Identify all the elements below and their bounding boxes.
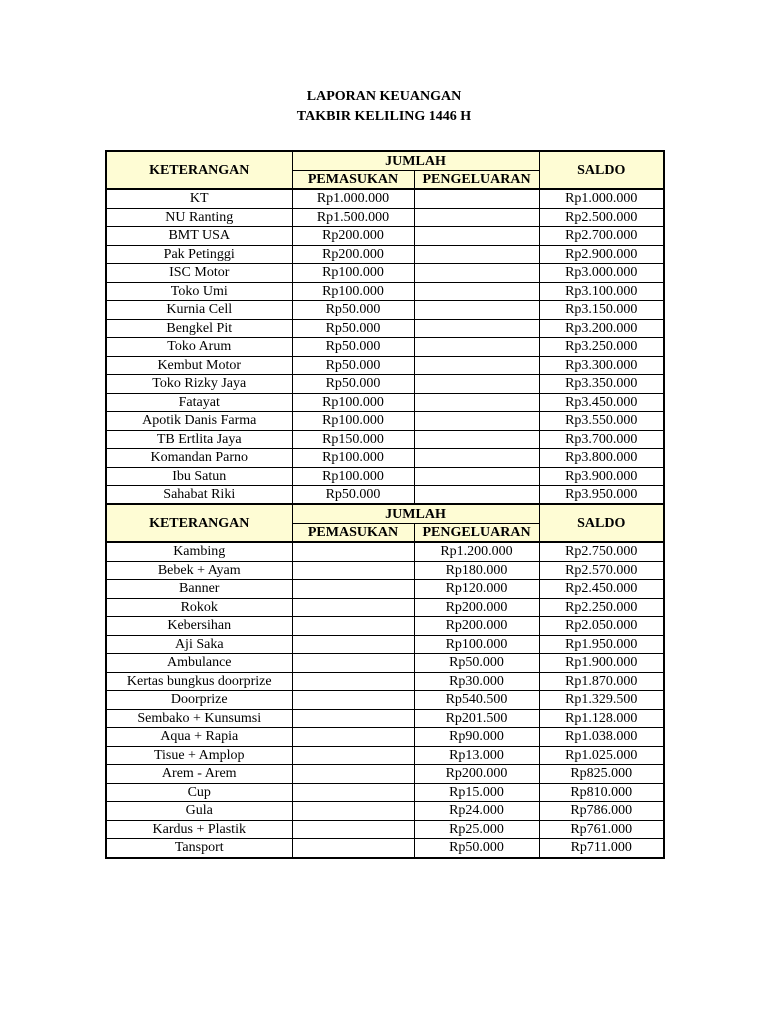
- cell-saldo: Rp2.750.000: [539, 542, 664, 561]
- cell-pemasukan: Rp1.500.000: [292, 208, 414, 227]
- table-row: [106, 765, 664, 784]
- cell-saldo: Rp810.000: [539, 783, 664, 802]
- cell-saldo: Rp1.128.000: [539, 709, 664, 728]
- table-row: [106, 820, 664, 839]
- cell-saldo: Rp2.570.000: [539, 561, 664, 580]
- table-row: [106, 542, 664, 561]
- cell-keterangan: Toko Umi: [106, 282, 292, 301]
- report-title-line-1: LAPORAN KEUANGAN: [306, 89, 462, 104]
- cell-pemasukan: Rp50.000: [292, 301, 414, 320]
- table-row: [106, 301, 664, 320]
- cell-pengeluaran: Rp13.000: [414, 746, 539, 765]
- table-row: [106, 338, 664, 357]
- table-row: [106, 691, 664, 710]
- cell-keterangan: Komandan Parno: [106, 449, 292, 468]
- cell-pemasukan: Rp50.000: [292, 338, 414, 357]
- cell-pengeluaran: [414, 189, 539, 208]
- cell-pengeluaran: Rp30.000: [414, 672, 539, 691]
- table-row: [106, 839, 664, 858]
- header-pemasukan: PEMASUKAN: [292, 524, 414, 543]
- income-table: [105, 150, 665, 506]
- cell-pengeluaran: Rp200.000: [414, 765, 539, 784]
- table-row: [106, 319, 664, 338]
- cell-saldo: Rp2.700.000: [539, 227, 664, 246]
- table-row: [106, 245, 664, 264]
- cell-pengeluaran: Rp15.000: [414, 783, 539, 802]
- cell-keterangan: Aqua + Rapia: [106, 728, 292, 747]
- cell-keterangan: Bebek + Ayam: [106, 561, 292, 580]
- table-row: [106, 189, 664, 208]
- cell-pemasukan: [292, 746, 414, 765]
- table-row: [106, 672, 664, 691]
- cell-keterangan: Gula: [106, 802, 292, 821]
- cell-pengeluaran: Rp25.000: [414, 820, 539, 839]
- cell-saldo: Rp3.800.000: [539, 449, 664, 468]
- cell-saldo: Rp1.000.000: [539, 189, 664, 208]
- cell-keterangan: Kardus + Plastik: [106, 820, 292, 839]
- cell-pengeluaran: [414, 486, 539, 505]
- cell-pemasukan: Rp100.000: [292, 282, 414, 301]
- cell-pemasukan: [292, 783, 414, 802]
- cell-pemasukan: Rp1.000.000: [292, 189, 414, 208]
- cell-pengeluaran: [414, 245, 539, 264]
- header-keterangan: KETERANGAN: [106, 504, 292, 542]
- cell-pengeluaran: [414, 301, 539, 320]
- table-row: [106, 746, 664, 765]
- cell-keterangan: Kertas bungkus doorprize: [106, 672, 292, 691]
- cell-saldo: Rp3.550.000: [539, 412, 664, 431]
- cell-keterangan: TB Ertlita Jaya: [106, 430, 292, 449]
- cell-keterangan: Ambulance: [106, 654, 292, 673]
- table-row: [106, 728, 664, 747]
- cell-saldo: Rp3.950.000: [539, 486, 664, 505]
- cell-keterangan: BMT USA: [106, 227, 292, 246]
- cell-keterangan: Bengkel Pit: [106, 319, 292, 338]
- cell-pemasukan: Rp50.000: [292, 356, 414, 375]
- cell-saldo: Rp3.150.000: [539, 301, 664, 320]
- cell-pengeluaran: [414, 467, 539, 486]
- cell-keterangan: Tisue + Amplop: [106, 746, 292, 765]
- cell-pemasukan: [292, 709, 414, 728]
- cell-saldo: Rp3.450.000: [539, 393, 664, 412]
- table-row: [106, 375, 664, 394]
- cell-saldo: Rp1.329.500: [539, 691, 664, 710]
- cell-pemasukan: [292, 728, 414, 747]
- cell-pengeluaran: Rp201.500: [414, 709, 539, 728]
- cell-pengeluaran: [414, 264, 539, 283]
- cell-pengeluaran: [414, 375, 539, 394]
- expense-table-body: [106, 542, 664, 858]
- cell-pengeluaran: [414, 338, 539, 357]
- cell-pemasukan: Rp50.000: [292, 319, 414, 338]
- table-row: [106, 654, 664, 673]
- cell-pengeluaran: [414, 393, 539, 412]
- table-row: [106, 561, 664, 580]
- cell-keterangan: Rokok: [106, 598, 292, 617]
- table-row: [106, 783, 664, 802]
- cell-keterangan: Cup: [106, 783, 292, 802]
- cell-saldo: Rp1.038.000: [539, 728, 664, 747]
- cell-keterangan: Ibu Satun: [106, 467, 292, 486]
- cell-keterangan: Aji Saka: [106, 635, 292, 654]
- cell-pengeluaran: [414, 430, 539, 449]
- cell-keterangan: Kebersihan: [106, 617, 292, 636]
- table-row: [106, 282, 664, 301]
- cell-pemasukan: Rp200.000: [292, 227, 414, 246]
- cell-saldo: Rp3.350.000: [539, 375, 664, 394]
- table-row: [106, 227, 664, 246]
- cell-pemasukan: [292, 542, 414, 561]
- cell-saldo: Rp711.000: [539, 839, 664, 858]
- cell-saldo: Rp3.250.000: [539, 338, 664, 357]
- cell-pemasukan: Rp100.000: [292, 467, 414, 486]
- table-row: [106, 449, 664, 468]
- cell-pengeluaran: [414, 208, 539, 227]
- cell-keterangan: Toko Rizky Jaya: [106, 375, 292, 394]
- cell-pengeluaran: Rp50.000: [414, 654, 539, 673]
- cell-keterangan: Arem - Arem: [106, 765, 292, 784]
- cell-pengeluaran: Rp540.500: [414, 691, 539, 710]
- table-row: [106, 617, 664, 636]
- cell-saldo: Rp1.025.000: [539, 746, 664, 765]
- cell-saldo: Rp3.900.000: [539, 467, 664, 486]
- cell-pemasukan: Rp150.000: [292, 430, 414, 449]
- cell-keterangan: Sahabat Riki: [106, 486, 292, 505]
- cell-pengeluaran: Rp200.000: [414, 598, 539, 617]
- header-jumlah: JUMLAH: [292, 504, 539, 524]
- cell-keterangan: Toko Arum: [106, 338, 292, 357]
- cell-keterangan: Fatayat: [106, 393, 292, 412]
- cell-pemasukan: [292, 765, 414, 784]
- cell-saldo: Rp786.000: [539, 802, 664, 821]
- cell-keterangan: Kembut Motor: [106, 356, 292, 375]
- table-row: [106, 580, 664, 599]
- cell-keterangan: Sembako + Kunsumsi: [106, 709, 292, 728]
- table-row: [106, 412, 664, 431]
- cell-pemasukan: [292, 580, 414, 599]
- cell-pemasukan: Rp50.000: [292, 375, 414, 394]
- header-pemasukan: PEMASUKAN: [292, 171, 414, 190]
- cell-pemasukan: [292, 691, 414, 710]
- table-row: [106, 709, 664, 728]
- table-row: [106, 598, 664, 617]
- table-row: [106, 486, 664, 505]
- cell-pengeluaran: Rp1.200.000: [414, 542, 539, 561]
- report-title-line-2: TAKBIR KELILING 1446 H: [296, 109, 472, 124]
- cell-pengeluaran: Rp24.000: [414, 802, 539, 821]
- cell-keterangan: KT: [106, 189, 292, 208]
- cell-pemasukan: Rp100.000: [292, 393, 414, 412]
- cell-saldo: Rp1.950.000: [539, 635, 664, 654]
- cell-saldo: Rp2.500.000: [539, 208, 664, 227]
- cell-keterangan: Banner: [106, 580, 292, 599]
- table-row: [106, 208, 664, 227]
- cell-pengeluaran: Rp50.000: [414, 839, 539, 858]
- table-row: [106, 635, 664, 654]
- cell-pemasukan: [292, 617, 414, 636]
- cell-pengeluaran: [414, 412, 539, 431]
- cell-saldo: Rp1.870.000: [539, 672, 664, 691]
- header-pengeluaran: PENGELUARAN: [414, 524, 539, 543]
- cell-pemasukan: [292, 635, 414, 654]
- header-jumlah: JUMLAH: [292, 151, 539, 171]
- cell-pemasukan: [292, 654, 414, 673]
- cell-pengeluaran: [414, 356, 539, 375]
- cell-keterangan: ISC Motor: [106, 264, 292, 283]
- cell-keterangan: Apotik Danis Farma: [106, 412, 292, 431]
- cell-saldo: Rp3.700.000: [539, 430, 664, 449]
- cell-pemasukan: Rp200.000: [292, 245, 414, 264]
- report-title: [0, 87, 768, 127]
- cell-pengeluaran: [414, 227, 539, 246]
- table-row: [106, 356, 664, 375]
- cell-pemasukan: [292, 820, 414, 839]
- cell-pengeluaran: [414, 282, 539, 301]
- cell-keterangan: Kambing: [106, 542, 292, 561]
- table-row: [106, 467, 664, 486]
- cell-saldo: Rp2.050.000: [539, 617, 664, 636]
- cell-pengeluaran: Rp90.000: [414, 728, 539, 747]
- header-saldo: SALDO: [539, 151, 664, 189]
- cell-pemasukan: [292, 598, 414, 617]
- cell-saldo: Rp2.250.000: [539, 598, 664, 617]
- cell-pengeluaran: Rp180.000: [414, 561, 539, 580]
- cell-saldo: Rp761.000: [539, 820, 664, 839]
- cell-pengeluaran: [414, 319, 539, 338]
- cell-keterangan: Pak Petinggi: [106, 245, 292, 264]
- cell-saldo: Rp3.100.000: [539, 282, 664, 301]
- cell-pemasukan: [292, 561, 414, 580]
- cell-saldo: Rp3.200.000: [539, 319, 664, 338]
- cell-keterangan: NU Ranting: [106, 208, 292, 227]
- cell-pengeluaran: Rp100.000: [414, 635, 539, 654]
- cell-saldo: Rp2.450.000: [539, 580, 664, 599]
- cell-pemasukan: [292, 802, 414, 821]
- header-keterangan: KETERANGAN: [106, 151, 292, 189]
- header-pengeluaran: PENGELUARAN: [414, 171, 539, 190]
- cell-pemasukan: Rp100.000: [292, 264, 414, 283]
- income-table-body: [106, 189, 664, 505]
- header-saldo: SALDO: [539, 504, 664, 542]
- cell-pemasukan: Rp100.000: [292, 412, 414, 431]
- table-row: [106, 430, 664, 449]
- cell-saldo: Rp3.300.000: [539, 356, 664, 375]
- cell-saldo: Rp1.900.000: [539, 654, 664, 673]
- cell-keterangan: Tansport: [106, 839, 292, 858]
- cell-pemasukan: [292, 672, 414, 691]
- cell-pemasukan: Rp50.000: [292, 486, 414, 505]
- table-row: [106, 802, 664, 821]
- cell-pemasukan: Rp100.000: [292, 449, 414, 468]
- cell-keterangan: Kurnia Cell: [106, 301, 292, 320]
- table-row: [106, 264, 664, 283]
- cell-saldo: Rp3.000.000: [539, 264, 664, 283]
- cell-pengeluaran: [414, 449, 539, 468]
- table-row: [106, 393, 664, 412]
- cell-keterangan: Doorprize: [106, 691, 292, 710]
- cell-pemasukan: [292, 839, 414, 858]
- cell-pengeluaran: Rp120.000: [414, 580, 539, 599]
- expense-table: [105, 503, 665, 859]
- cell-pengeluaran: Rp200.000: [414, 617, 539, 636]
- cell-saldo: Rp2.900.000: [539, 245, 664, 264]
- cell-saldo: Rp825.000: [539, 765, 664, 784]
